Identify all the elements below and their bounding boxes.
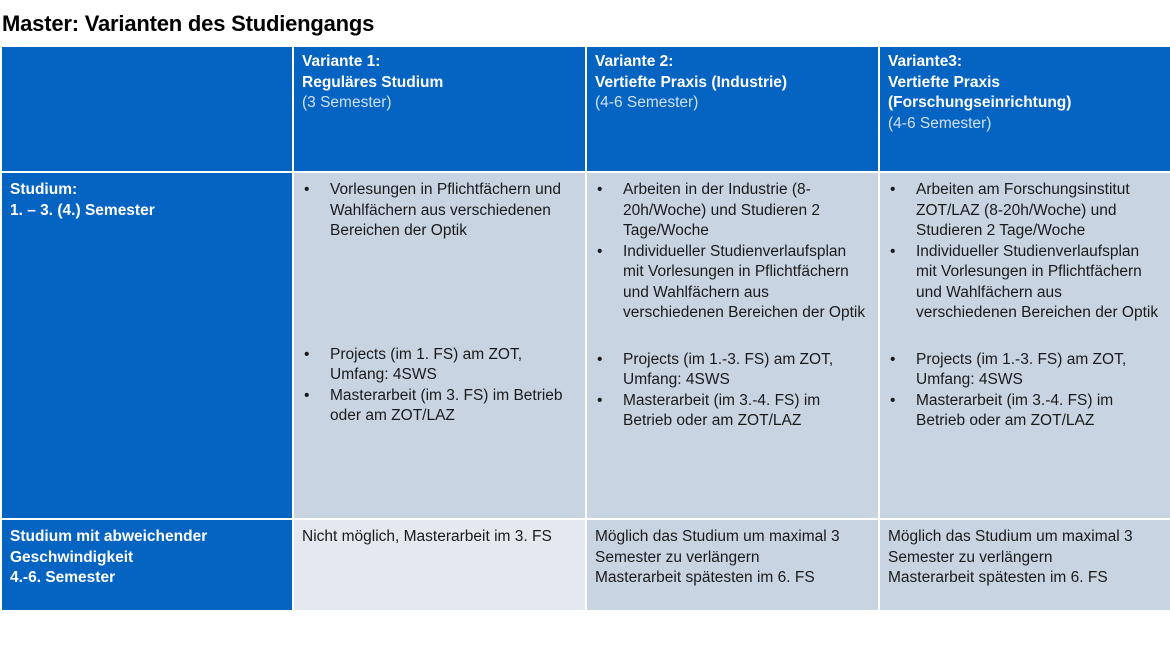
list-item: • Arbeiten in der Industrie (8-20h/Woche) und Studieren 2 Tage/Woche [595,180,870,242]
header-title-line: Variante 2: [595,53,674,70]
cell-text: Möglich das Studium um maximal 3 Semester zu verlängern [888,528,1133,566]
list-item: • Projects (im 1.-3. FS) am ZOT, Umfang: 4SWS [595,350,870,391]
row-label-line: Studium: [10,181,78,198]
row-label-line: Geschwindigkeit [10,548,134,566]
cell-text: Masterarbeit spätesten im 6. FS [888,569,1108,586]
header-title-line: (Forschungseinrichtung) [888,94,1072,111]
header-title-line: Variante 1: [302,53,381,70]
row-studium [1,172,1170,519]
list-item: • Masterarbeit (im 3.-4. FS) im Betrieb oder am ZOT/LAZ [595,391,870,432]
list-item: • Individueller Studienverlaufsplan mit Vorlesungen in Pflichtfächern und Wahlfächern aus verschiedenen Bereichen der Optik [595,242,870,324]
cell-abweichend-variante-2 [586,519,879,611]
cell-studium-variante-1 [293,172,586,519]
variants-table [0,45,1170,612]
cell-abweichend-variante-3 [879,519,1170,611]
header-title-line: Vertiefte Praxis [888,73,1001,91]
header-variante-2 [586,46,879,172]
cell-studium-variante-2 [586,172,879,519]
row-label-abweichend [1,519,293,611]
header-row [1,46,1170,172]
cell-abweichend-variante-1 [293,519,586,611]
header-title-line: Variante3: [888,53,963,70]
header-subtitle: (4-6 Semester) [595,94,699,111]
list-item: • Projects (im 1. FS) am ZOT, Umfang: 4SWS [302,345,577,386]
row-label-line: Studium mit abweichender [10,528,208,545]
header-subtitle: (4-6 Semester) [888,114,992,132]
cell-text: Nicht möglich, Masterarbeit im 3. FS [302,528,552,545]
list-item: • Masterarbeit (im 3. FS) im Betrieb oder am ZOT/LAZ [302,386,577,427]
page-title: Master: Varianten des Studiengangs [2,11,375,36]
header-title-line: Reguläres Studium [302,73,444,91]
corner-cell [1,46,293,172]
list-item: • Individueller Studienverlaufsplan mit Vorlesungen in Pflichtfächern und Wahlfächern aus verschiedenen Bereichen der Optik [888,242,1162,324]
list-item: • Projects (im 1.-3. FS) am ZOT, Umfang: 4SWS [888,350,1162,391]
list-item: • Vorlesungen in Pflichtfächern und Wahlfächern aus verschiedenen Bereichen der Optik [302,180,577,242]
cell-text: Möglich das Studium um maximal 3 Semester zu verlängern [595,528,840,566]
row-label-line: 1. – 3. (4.) Semester [10,201,155,219]
row-label-studium [1,172,293,519]
row-abweichend [1,519,1170,611]
row-label-line: 4.-6. Semester [10,569,116,586]
header-subtitle: (3 Semester) [302,94,392,111]
header-variante-3 [879,46,1170,172]
header-variante-1 [293,46,586,172]
cell-text: Masterarbeit spätesten im 6. FS [595,569,815,586]
header-title-line: Vertiefte Praxis (Industrie) [595,73,788,91]
cell-studium-variante-3 [879,172,1170,519]
list-item: • Masterarbeit (im 3.-4. FS) im Betrieb oder am ZOT/LAZ [888,391,1162,432]
list-item: • Arbeiten am Forschungsinstitut ZOT/LAZ (8-20h/Woche) und Studieren 2 Tage/Woche [888,180,1162,242]
